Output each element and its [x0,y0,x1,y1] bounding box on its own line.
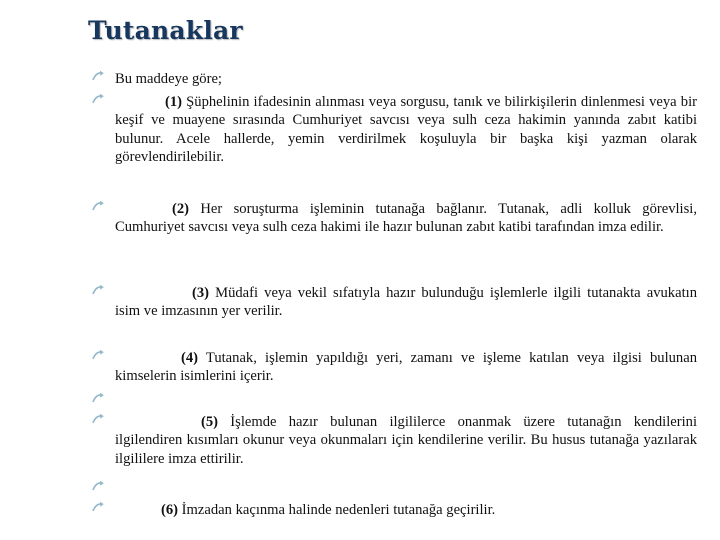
paragraph-1 [115,93,697,166]
paragraph-intro [115,70,697,88]
paragraph-5 [115,413,697,468]
bullet-icon [92,480,106,494]
paragraph-3 [115,284,697,321]
paragraph-number: (1) [165,94,183,110]
bullet-icon [92,70,106,84]
slide-title: Tutanaklar [88,16,243,45]
bullet-icon [92,392,106,406]
paragraph-number: (3) [192,285,210,301]
paragraph-text: Şüphelinin ifadesinin alınması veya sorgusu, tanık ve bilirkişilerin dinlenmesi veya bir keşif ve muayene sırasında Cumhuriyet savcısı veya sulh ceza hakimin yanında zabıt katibi bulunur. Acele hallerde, yemin verdirilmek koşuluyla bir başka kişi yazman olarak görevlendirilebilir. [115,94,697,165]
bullet-icon [92,93,106,107]
bullet-icon [92,284,106,298]
paragraph-number: (6) [161,502,179,518]
bullet-icon [92,349,106,363]
bullet-icon [92,413,106,427]
paragraph-4 [115,349,697,386]
paragraph-text: Bu maddeye göre; [115,71,222,87]
paragraph-text: Tutanak, işlemin yapıldığı yeri, zamanı ve işleme katılan veya ilgisi bulunan kimselerin isimlerini içerir. [115,350,697,385]
paragraph-2 [115,200,697,237]
paragraph-6 [115,501,697,519]
paragraph-text: Her soruşturma işleminin tutanağa bağlanır. Tutanak, adli kolluk görevlisi, Cumhuriyet savcısı veya sulh ceza hakimi ile hazır bulunan zabıt katibi tarafından imza edilir. [115,201,697,236]
paragraph-text: Müdafi veya vekil sıfatıyla hazır bulunduğu işlemlerle ilgili tutanakta avukatın isim ve imzasının yer verilir. [115,285,697,320]
paragraph-text: İmzadan kaçınma halinde nedenleri tutanağa geçirilir. [178,502,496,518]
paragraph-text: İşlemde hazır bulunan ilgililerce onanmak üzere tutanağın kendilerini ilgilendiren kısımları okunur veya okunmaları için kendilerine verilir. Bu husus tutanağa yazılarak ilgililere imza ettirilir. [115,414,697,467]
paragraph-number: (5) [201,414,219,430]
paragraph-number: (4) [181,350,199,366]
bullet-icon [92,501,106,515]
paragraph-number: (2) [172,201,190,217]
bullet-icon [92,200,106,214]
